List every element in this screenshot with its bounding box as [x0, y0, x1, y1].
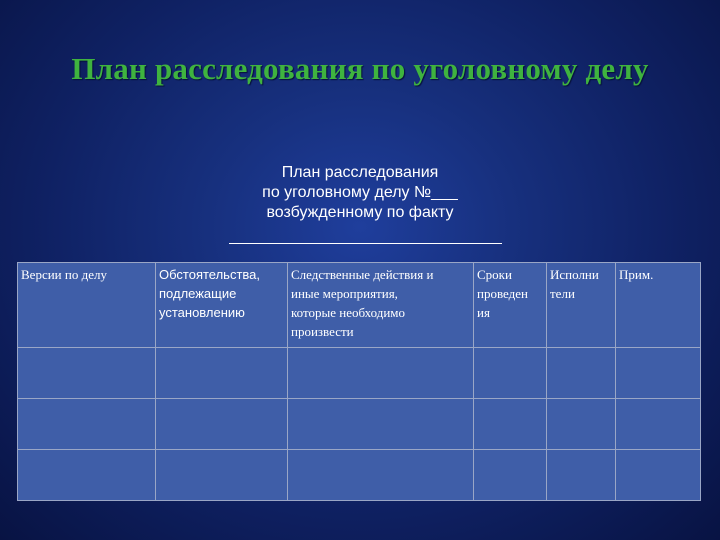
document-heading-line-1: План расследования [281, 164, 439, 181]
header-cell-circumstances [156, 263, 288, 348]
document-heading-line-3: возбужденному по факту [266, 204, 454, 221]
table-cell[interactable] [616, 399, 701, 450]
header-deadlines-line-2: проведен [477, 286, 528, 301]
document-heading [150, 163, 570, 223]
header-actions-line-1: Следственные действия и [291, 267, 434, 282]
investigation-plan-table [17, 262, 701, 501]
header-actions-line-2: иные мероприятия, [291, 286, 398, 301]
table-cell[interactable] [156, 399, 288, 450]
table-cell[interactable] [288, 399, 474, 450]
header-notes-line-1: Прим. [619, 267, 654, 282]
table-cell[interactable] [547, 348, 616, 399]
table-cell[interactable] [474, 450, 547, 501]
header-cell-versions [18, 263, 156, 348]
table-cell[interactable] [18, 450, 156, 501]
document-heading-line-2: по уголовному делу №___ [262, 184, 458, 201]
table-cell[interactable] [156, 348, 288, 399]
blank-fill-line [229, 243, 502, 244]
table-row [18, 348, 701, 399]
header-circumstances-line-3: установлению [159, 305, 245, 320]
slide-title: План расследования по уголовному делу [71, 51, 649, 86]
table-cell[interactable] [474, 399, 547, 450]
table-header-row [18, 263, 701, 348]
table-cell[interactable] [616, 450, 701, 501]
header-circumstances-line-1: Обстоятельства, [159, 267, 261, 282]
table-cell[interactable] [547, 450, 616, 501]
table-cell[interactable] [18, 348, 156, 399]
table-cell[interactable] [156, 450, 288, 501]
header-deadlines-line-3: ия [477, 305, 490, 320]
header-cell-notes [616, 263, 701, 348]
header-actions-line-4: произвести [291, 324, 354, 339]
header-cell-executors [547, 263, 616, 348]
table-cell[interactable] [288, 348, 474, 399]
header-cell-deadlines [474, 263, 547, 348]
table-cell[interactable] [474, 348, 547, 399]
header-versions-line-1: Версии по делу [21, 267, 107, 282]
table-cell[interactable] [18, 399, 156, 450]
table-cell[interactable] [288, 450, 474, 501]
header-circumstances-line-2: подлежащие [159, 286, 237, 301]
header-executors-line-1: Исполни [550, 267, 599, 282]
header-cell-actions [288, 263, 474, 348]
table-cell[interactable] [616, 348, 701, 399]
table-row [18, 399, 701, 450]
header-deadlines-line-1: Сроки [477, 267, 512, 282]
table-cell[interactable] [547, 399, 616, 450]
header-actions-line-3: которые необходимо [291, 305, 406, 320]
table-row [18, 450, 701, 501]
header-executors-line-2: тели [550, 286, 575, 301]
